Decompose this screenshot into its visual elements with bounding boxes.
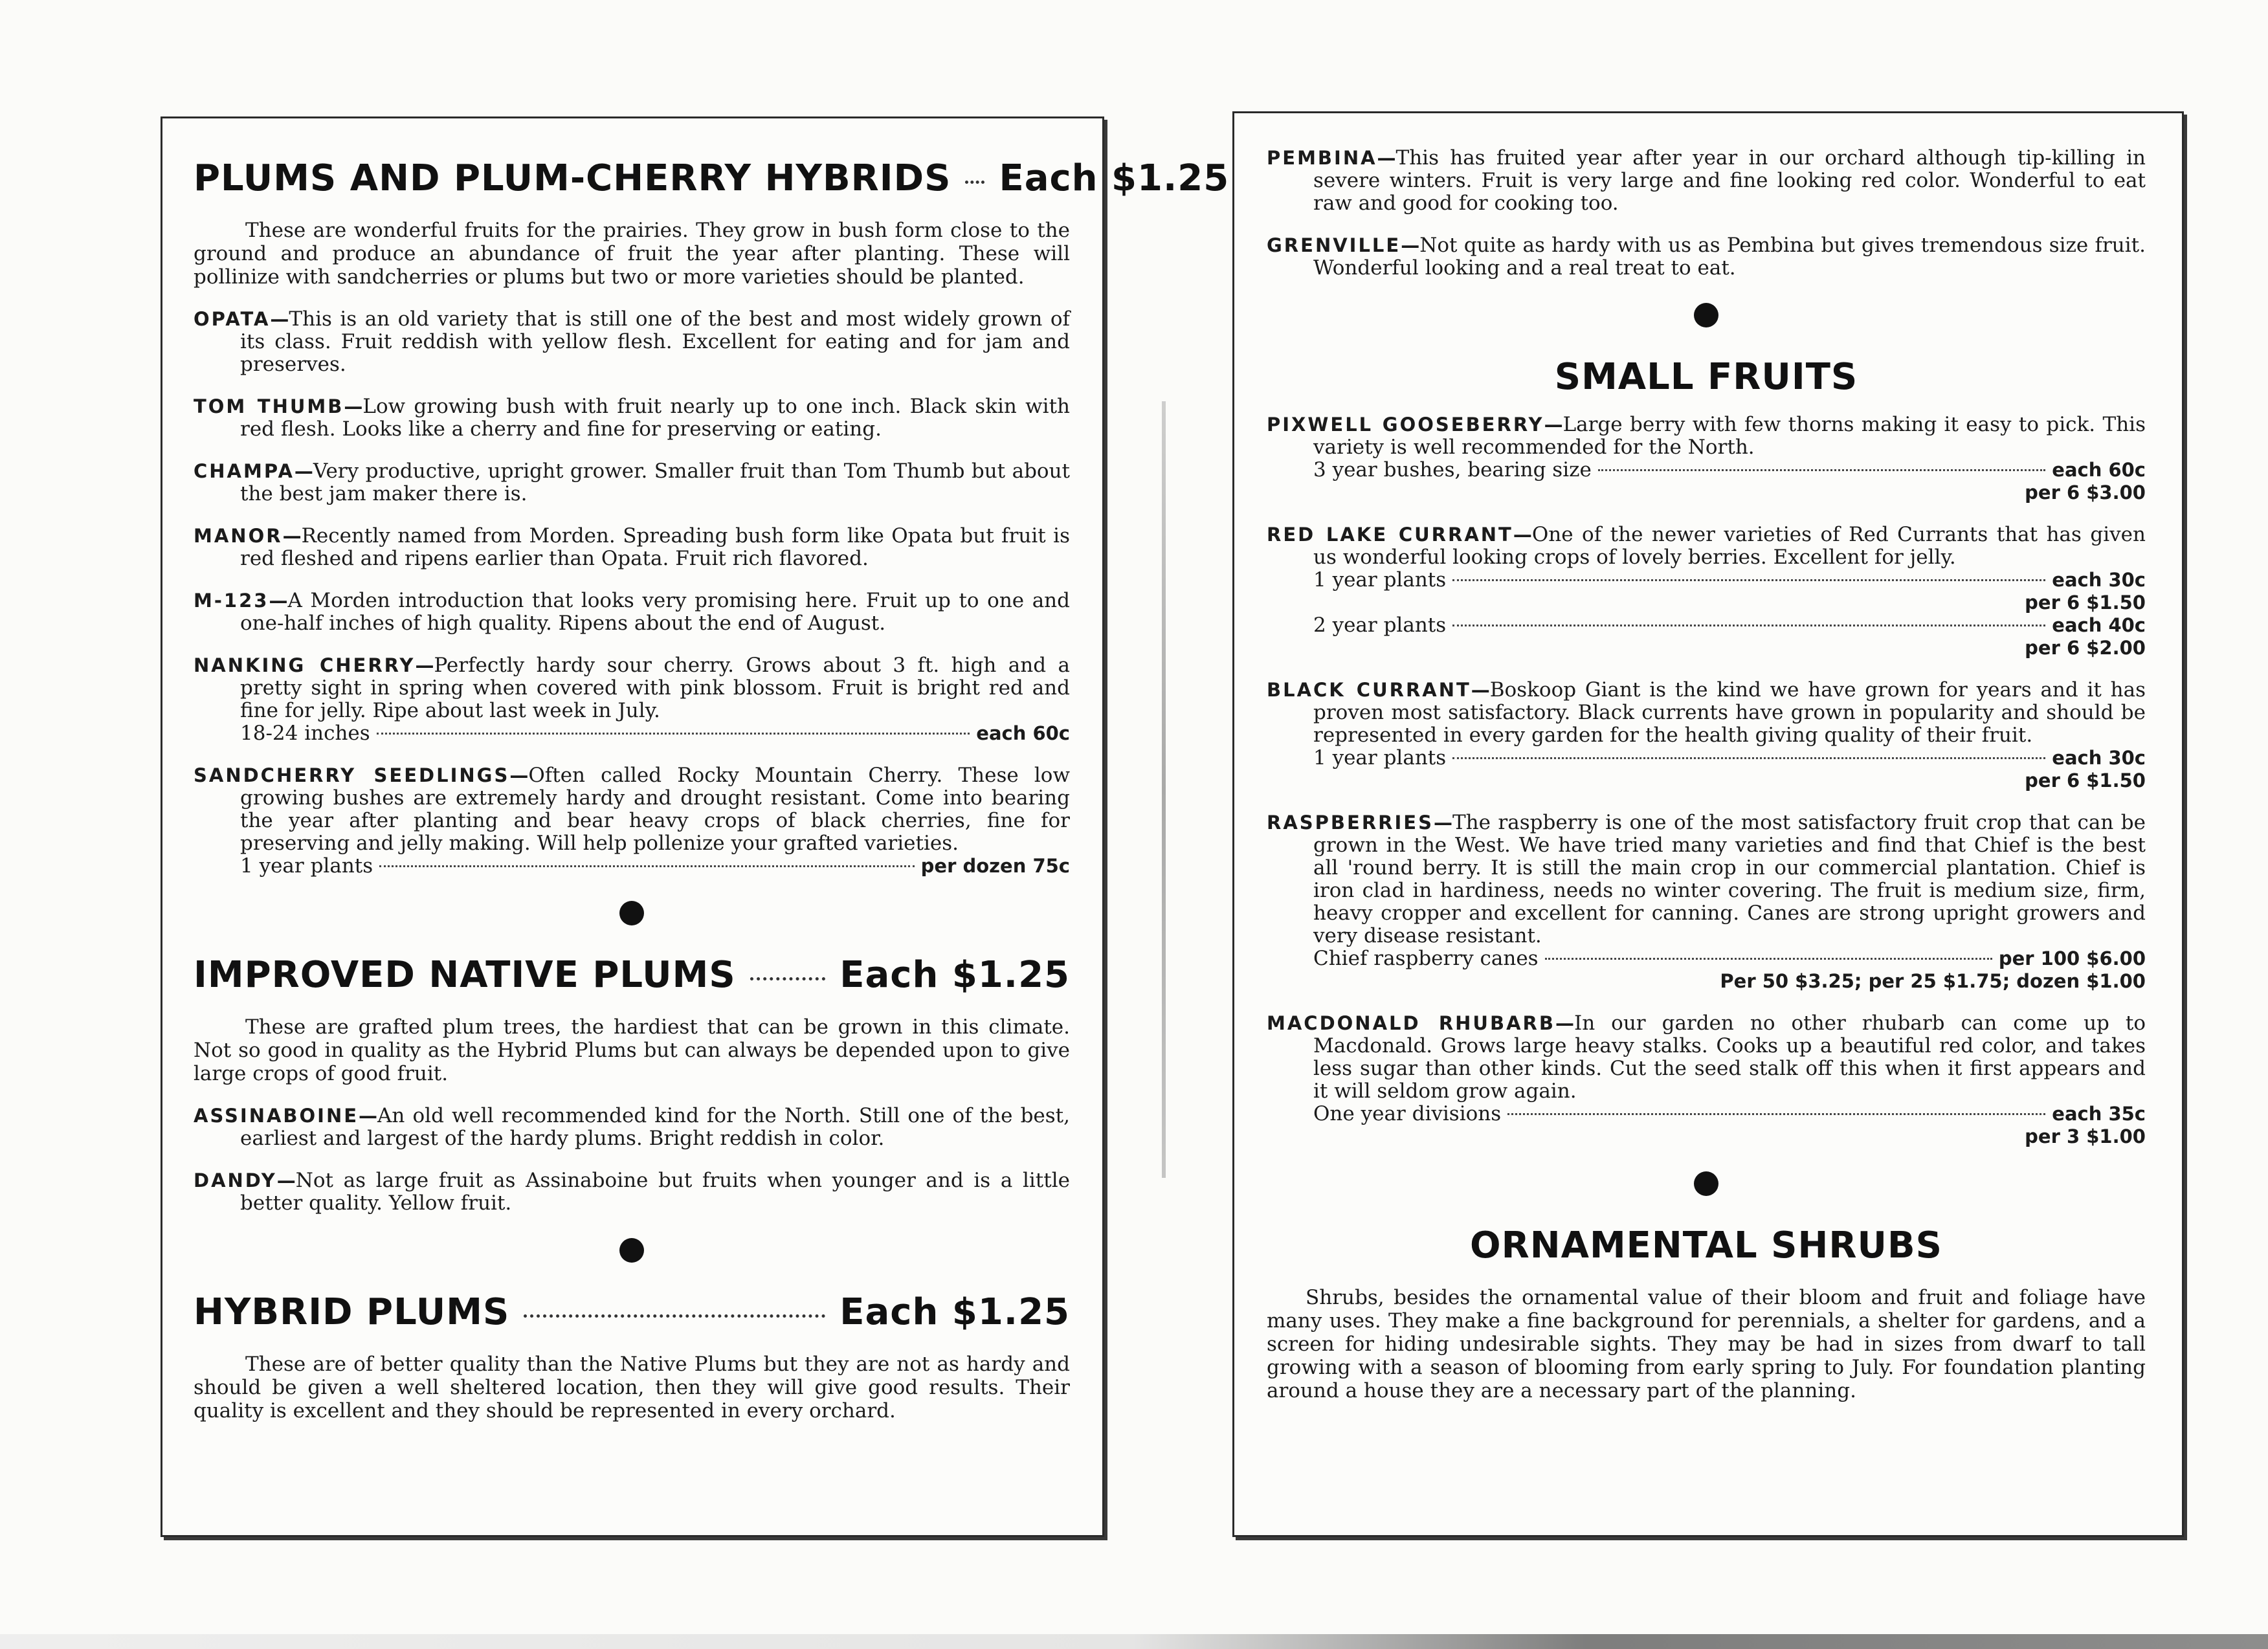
variety-name: MANOR — [194,525,302,547]
size-label: 1 year plants [240,854,373,878]
dotted-leader [750,977,826,980]
price-line [1267,1103,2146,1125]
variety-description: A Morden introduction that looks very promising here. Fruit up to one and one-half inches of high quality. Ripens about the end of August. [240,589,1070,635]
price-value: Per 50 $3.25; per 25 $1.75; dozen $1.00 [1720,970,2146,992]
variety-name: NANKING CHERRY — [194,654,434,676]
price-line [1267,459,2146,481]
variety-description: The raspberry is one of the most satisfactory fruit crop that can be grown in the West. We have tried many varieties and find that Chief is the best all 'round berry. It is still the main crop in our commercial plantation. Chief is iron clad in hardiness, needs no winter covering. The fruit is medium size, firm, heavy cropper and excellent for canning. Canes are strong upright growers and very disease resistant. [1313,811,2146,947]
variety-m-123 [194,590,1070,635]
variety-raspberries [1267,812,2146,993]
section-divider-bullet [619,1238,644,1263]
price-value: each 35c [2052,1103,2146,1125]
dotted-leader [377,733,970,735]
section-divider-bullet [619,901,644,925]
size-label: Chief raspberry canes [1313,947,1539,970]
price-value: each 60c [2052,459,2146,481]
variety-opata [194,308,1070,376]
variety-name: SANDCHERRY SEEDLINGS — [194,764,528,786]
variety-description: An old well recommended kind for the North. Still one of the best, earliest and largest of the hardy plums. Bright reddish in color. [240,1104,1070,1150]
variety-name: OPATA — [194,308,289,330]
dotted-leader [1452,625,2045,626]
price-line [1267,614,2146,637]
size-label: 2 year plants [1313,614,1447,637]
section-divider-bullet [1694,1171,1718,1196]
dotted-leader [1545,958,1992,960]
variety-nanking-cherry [194,654,1070,745]
section-intro: These are of better quality than the Native Plums but they are not as hardy and should be given a well sheltered location, then they will give good results. Their quality is excellent and they should be represented in every orchard. [194,1353,1070,1422]
variety-description: Boskoop Giant is the kind we have grown for years and it has proven most satisfactory. Black currents have grown in popularity and should be represented in every garden for the health giving quality of their fruit. [1313,678,2146,747]
variety-red-lake-currant [1267,524,2146,659]
section-heading-improved-native-plums: IMPROVED NATIVE PLUMS Each $1.25 [194,954,1070,996]
size-label: 3 year bushes, bearing size [1313,458,1592,481]
dotted-leader [379,865,914,867]
variety-description: Very productive, upright grower. Smaller fruit than Tom Thumb but about the best jam maker there is. [240,459,1070,505]
variety-name: CHAMPA — [194,460,313,482]
variety-pembina [1267,147,2146,215]
price-line [1267,747,2146,769]
variety-champa [194,460,1070,505]
variety-macdonald-rhubarb [1267,1012,2146,1148]
variety-name: PEMBINA — [1267,147,1396,169]
variety-description: Recently named from Morden. Spreading bush form like Opata but fruit is red fleshed and ripens earlier than Opata. Fruit rich flavored. [240,524,1070,570]
size-label: 18-24 inches [240,722,370,745]
variety-description: Not quite as hardy with us as Pembina but gives tremendous size fruit. Wonderful looking and a real treat to eat. [1313,234,2146,280]
section-price: Each $1.25 [999,157,1230,199]
scan-bottom-edge [0,1634,2268,1649]
variety-description: In our garden no other rhubarb can come up to Macdonald. Grows large heavy stalks. Cooks up a beautiful red color, and takes less sugar than other kinds. Cut the seed stalk off this when it first appears and it will seldom grow again. [1313,1012,2146,1103]
variety-tom-thumb [194,395,1070,441]
price-value: per 6 $3.00 [2025,481,2146,504]
variety-description: Low growing bush with fruit nearly up to one inch. Black skin with red flesh. Looks like a cherry and fine for preserving or eating. [240,395,1071,441]
variety-name: RASPBERRIES — [1267,812,1452,834]
dotted-leader [1507,1113,2045,1115]
size-label: One year divisions [1313,1102,1502,1125]
price-value: per dozen 75c [920,855,1070,877]
variety-name: M-123 — [194,590,287,612]
page-fold-crease [1162,401,1166,1178]
section-heading-hybrid-plums: HYBRID PLUMS Each $1.25 [194,1291,1070,1333]
price-value: each 40c [2052,614,2146,636]
price-value: per 6 $1.50 [2025,592,2146,614]
variety-name: DANDY — [194,1169,296,1191]
price-line [1267,947,2146,970]
section-heading-plum-cherry-hybrids: PLUMS AND PLUM-CHERRY HYBRIDS Each $1.25 [194,157,1230,199]
variety-name: BLACK CURRANT — [1267,679,1490,701]
price-value: per 6 $2.00 [2025,637,2146,659]
variety-assinaboine [194,1105,1070,1150]
price-value: per 6 $1.50 [2025,769,2146,791]
dotted-leader [965,181,984,184]
variety-description: Often called Rocky Mountain Cherry. These low growing bushes are extremely hardy and drought resistant. Come into bearing the year after planting and bear heavy crops of black cherries, fine for preserving and jelly making. Will help pollenize your grafted varieties. [240,764,1070,855]
variety-name: ASSINABOINE — [194,1105,377,1127]
price-value: each 30c [2052,569,2146,591]
variety-description: Perfectly hardy sour cherry. Grows about 3 ft. high and a pretty sight in spring when covered with pink blossom. Fruit is bright red and fine for jelly. Ripe about last week in July. [240,654,1070,722]
variety-pixwell-gooseberry [1267,414,2146,504]
section-heading-small-fruits: SMALL FRUITS [1554,356,1858,398]
price-value: per 3 $1.00 [2025,1125,2146,1147]
right-page [1232,111,2184,1537]
size-label: 1 year plants [1313,746,1447,769]
price-line [194,722,1070,745]
section-intro: These are wonderful fruits for the prairies. They grow in bush form close to the ground and produce an abundance of fruit the year after planting. These will pollinize with sandcherries or plums but two or more varieties should be planted. [194,219,1070,289]
variety-description: One of the newer varieties of Red Currants that has given us wonderful looking crops of lovely berries. Excellent for jelly. [1313,523,2146,569]
price-value: per 100 $6.00 [1998,947,2146,969]
price-line [1267,569,2146,592]
price-line [194,855,1070,878]
section-intro: These are grafted plum trees, the hardiest that can be grown in this climate. Not so good in quality as the Hybrid Plums but can always be depended upon to give large crops of good fruit. [194,1015,1070,1085]
variety-name: MACDONALD RHUBARB — [1267,1012,1574,1034]
price-value: each 60c [976,722,1070,744]
dotted-leader [1452,579,2045,581]
section-heading-ornamental-shrubs: ORNAMENTAL SHRUBS [1470,1224,1942,1267]
dotted-leader [1598,469,2045,471]
size-label: 1 year plants [1313,568,1447,592]
left-page [161,116,1230,1537]
variety-description: Large berry with few thorns making it easy to pick. This variety is well recommended for the North. [1313,413,2146,459]
price-value: each 30c [2052,747,2146,769]
variety-description: This has fruited year after year in our orchard although tip-killing in severe winters. Fruit is very large and fine looking red color. Wonderful to eat raw and good for cooking too. [1313,146,2146,215]
variety-sandcherry-seedlings [194,764,1070,878]
dotted-leader [524,1314,825,1318]
variety-description: Not as large fruit as Assinaboine but fruits when younger and is a little better quality. Yellow fruit. [240,1169,1070,1215]
variety-name: GRENVILLE — [1267,234,1419,256]
variety-black-currant [1267,679,2146,792]
variety-name: TOM THUMB — [194,395,362,417]
variety-dandy [194,1169,1070,1215]
section-intro: Shrubs, besides the ornamental value of their bloom and fruit and foliage have many uses. They make a fine background for perennials, a shelter for gardens, and a screen for hiding undesirable sights. They may be had in sizes from dwarf to tall growing with a season of blooming from early spring to July. For foundation planting around a house they are a necessary part of the planning. [1267,1286,2146,1402]
variety-manor [194,525,1070,570]
variety-name: PIXWELL GOOSEBERRY — [1267,414,1563,436]
section-price: Each $1.25 [839,954,1070,996]
variety-name: RED LAKE CURRANT — [1267,524,1532,546]
dotted-leader [1452,757,2045,759]
variety-grenville [1267,234,2146,280]
section-divider-bullet [1694,303,1718,327]
variety-description: This is an old variety that is still one of the best and most widely grown of its class. Fruit reddish with yellow flesh. Excellent for eating and for jam and preserves. [240,307,1070,376]
section-price: Each $1.25 [839,1291,1070,1333]
